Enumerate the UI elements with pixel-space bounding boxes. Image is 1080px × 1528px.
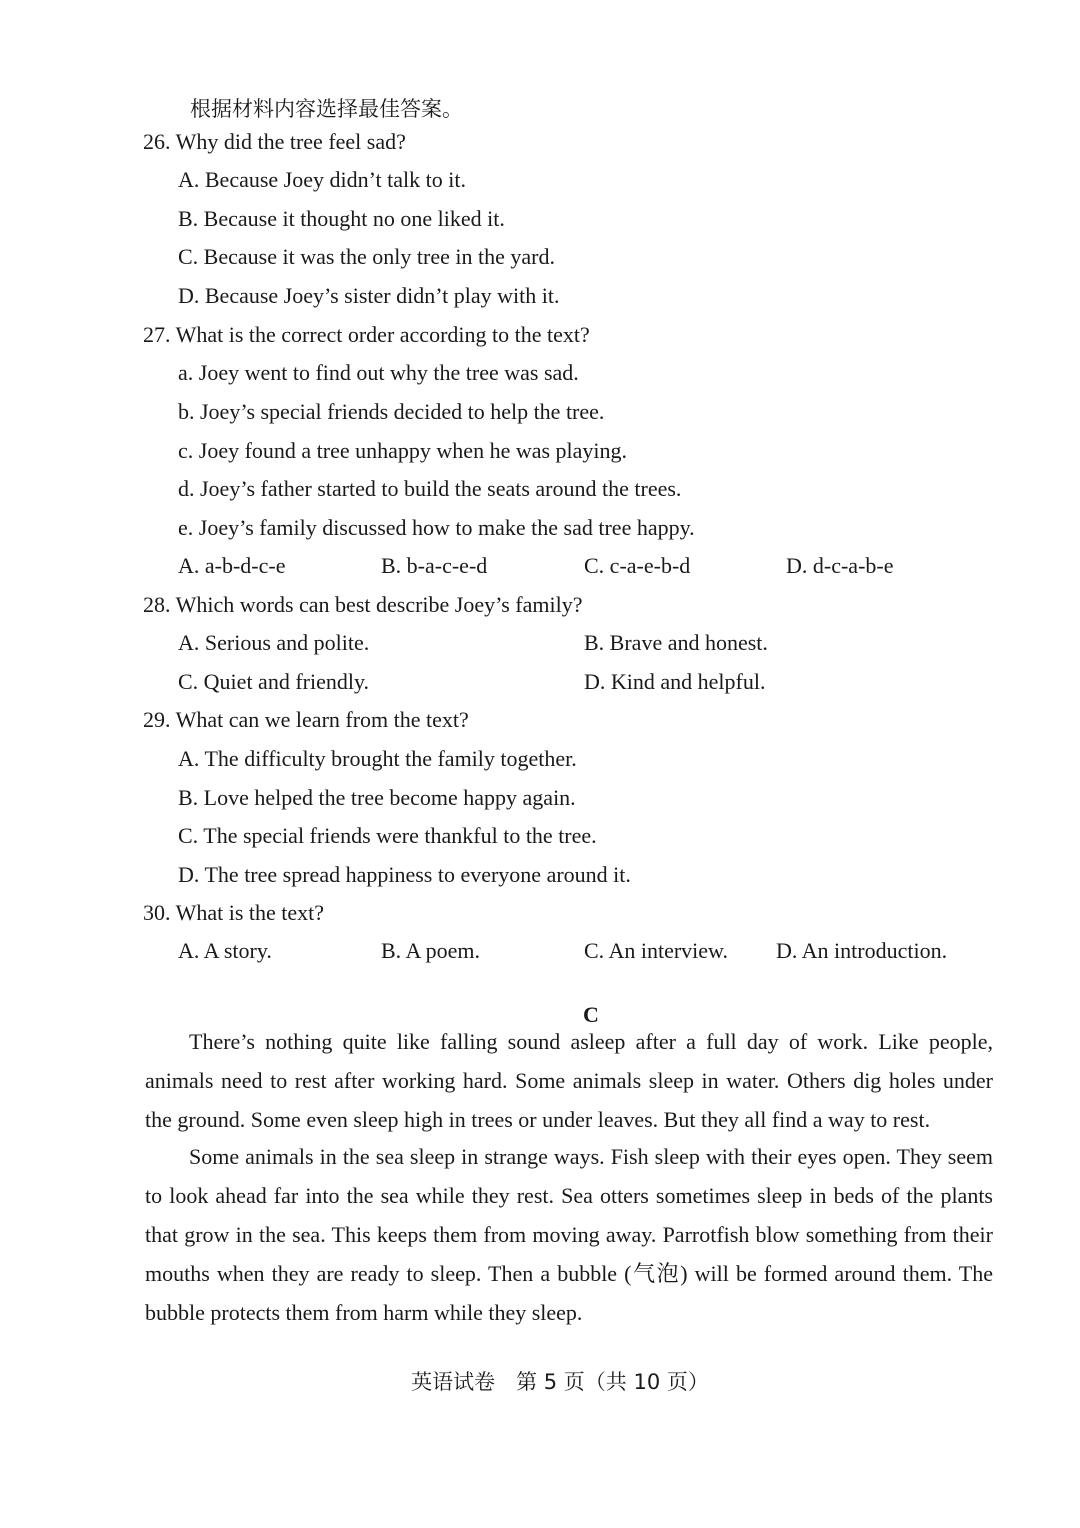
question-30-stem: 30. What is the text?	[143, 900, 325, 925]
question-27-event-b: b. Joey’s special friends decided to help the tree.	[178, 399, 605, 424]
question-26-stem: 26. Why did the tree feel sad?	[143, 129, 406, 154]
question-30-option-d: D. An introduction.	[776, 938, 948, 963]
question-29-option-a: A. The difficulty brought the family together.	[178, 746, 577, 771]
question-28-option-d: D. Kind and helpful.	[584, 669, 766, 694]
question-27-event-c: c. Joey found a tree unhappy when he was playing.	[178, 438, 628, 463]
question-27-option-d: D. d-c-a-b-e	[786, 553, 894, 578]
page-footer: 英语试卷 第 5 页（共 10 页）	[411, 1370, 709, 1394]
question-30-option-c: C. An interview.	[584, 938, 728, 963]
question-26-option-d: D. Because Joey’s sister didn’t play with it.	[178, 283, 560, 308]
question-29-stem: 29. What can we learn from the text?	[143, 707, 469, 732]
question-28-stem: 28. Which words can best describe Joey’s family?	[143, 592, 583, 617]
instruction-text: 根据材料内容选择最佳答案。	[190, 97, 463, 121]
question-28-option-c: C. Quiet and friendly.	[178, 669, 370, 694]
question-26-option-c: C. Because it was the only tree in the yard.	[178, 244, 555, 269]
question-27-event-d: d. Joey’s father started to build the seats around the trees.	[178, 476, 682, 501]
question-30-option-b: B. A poem.	[381, 938, 481, 963]
question-28-option-a: A. Serious and polite.	[178, 630, 370, 655]
question-27-stem: 27. What is the correct order according to the text?	[143, 322, 590, 347]
question-27-option-a: A. a-b-d-c-e	[178, 553, 286, 578]
question-30-option-a: A. A story.	[178, 938, 272, 963]
question-29-option-b: B. Love helped the tree become happy again.	[178, 785, 576, 810]
question-26-option-a: A. Because Joey didn’t talk to it.	[178, 167, 466, 192]
question-27-option-b: B. b-a-c-e-d	[381, 553, 488, 578]
question-26-option-b: B. Because it thought no one liked it.	[178, 206, 505, 231]
question-27-event-e: e. Joey’s family discussed how to make the sad tree happy.	[178, 515, 695, 540]
question-29-option-d: D. The tree spread happiness to everyone around it.	[178, 862, 631, 887]
question-27-option-c: C. c-a-e-b-d	[584, 553, 691, 578]
passage-paragraph: There’s nothing quite like falling sound asleep after a full day of work. Like people, animals need to rest after working hard. Some animals sleep in water. Others dig holes under the ground. Some even sleep high in trees or under leaves. But they all find a way to rest.	[145, 1029, 993, 1132]
question-27-event-a: a. Joey went to find out why the tree was sad.	[178, 360, 579, 385]
section-heading: C	[583, 1002, 599, 1027]
question-29-option-c: C. The special friends were thankful to the tree.	[178, 823, 597, 848]
passage-paragraph: Some animals in the sea sleep in strange ways. Fish sleep with their eyes open. They seem to look ahead far into the sea while they rest. Sea otters sometimes sleep in beds of the plants that grow in the sea. This keeps them from moving away. Parrotfish blow something from their mouths when they are ready to sleep. Then a bubble (气泡) will be formed around them. The bubble protects them from harm while they sleep.	[145, 1144, 993, 1325]
question-28-option-b: B. Brave and honest.	[584, 630, 768, 655]
